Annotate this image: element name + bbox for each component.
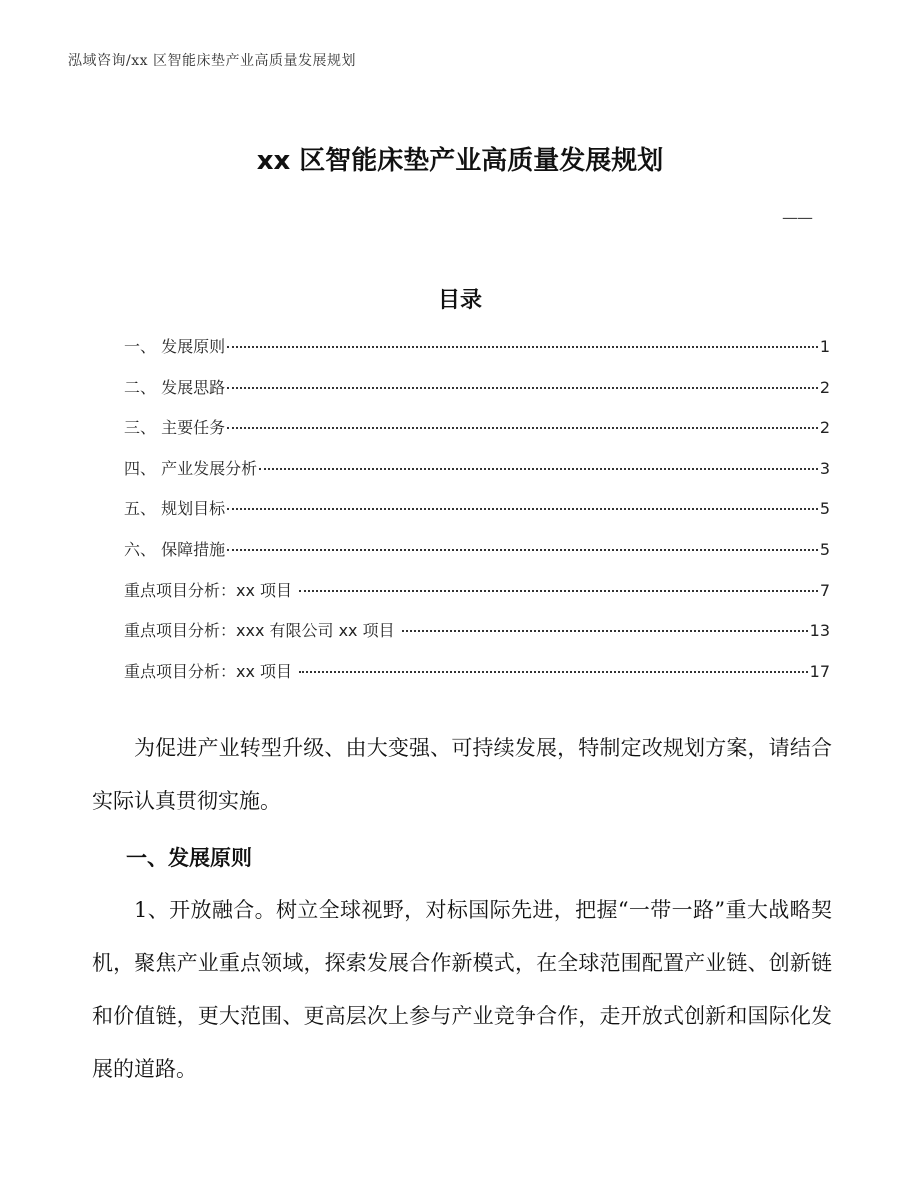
toc-entry-label: 一、 发展原则 <box>124 337 226 356</box>
toc-entry-label: 五、 规划目标 <box>124 499 226 519</box>
toc-entry[interactable] <box>124 375 830 416</box>
toc-entry[interactable] <box>124 578 830 619</box>
toc-dot-leader <box>259 468 818 470</box>
toc-entry[interactable] <box>124 456 830 497</box>
title-dash: —— <box>782 208 812 227</box>
toc-entry-page: 5 <box>819 539 830 559</box>
toc-entry-page: 17 <box>809 661 830 681</box>
toc-entry[interactable] <box>124 659 830 700</box>
table-of-contents <box>124 334 830 699</box>
principle-paragraph: 1、开放融合。树立全球视野，对标国际先进，把握“一带一路”重大战略契机，聚焦产业重点领域，探索发展合作新模式，在全球范围配置产业链、创新链和价值链，更大范围、更高层次上参与产业竞争合作，走开放式创新和国际化发展的道路。 <box>92 898 832 1081</box>
toc-entry[interactable] <box>124 496 830 537</box>
toc-dot-leader <box>227 346 818 348</box>
toc-entry-label: 四、 产业发展分析 <box>124 458 258 478</box>
toc-dot-leader <box>299 671 808 673</box>
toc-title: 目录 <box>437 288 482 313</box>
toc-entry[interactable] <box>124 537 830 578</box>
toc-entry-label: 三、 主要任务 <box>124 418 226 438</box>
toc-dot-leader <box>227 427 818 429</box>
toc-entry[interactable] <box>124 415 830 456</box>
toc-entry-page: 5 <box>819 499 830 519</box>
toc-entry-page: 1 <box>819 337 830 356</box>
toc-entry[interactable] <box>124 618 830 659</box>
toc-entry-page: 13 <box>809 621 830 641</box>
toc-entry-label: 重点项目分析：xx 项目 <box>124 661 298 681</box>
toc-entry-label: 二、 发展思路 <box>124 377 226 397</box>
toc-dot-leader <box>402 630 808 632</box>
toc-dot-leader <box>227 508 818 510</box>
toc-dot-leader <box>299 590 818 592</box>
document-title: xx 区智能床垫产业高质量发展规划 <box>256 146 664 176</box>
toc-entry-page: 2 <box>819 418 830 438</box>
toc-entry[interactable] <box>124 334 830 375</box>
toc-entry-label: 重点项目分析：xxx 有限公司 xx 项目 <box>124 621 400 641</box>
toc-entry-page: 3 <box>819 458 830 478</box>
toc-entry-page: 7 <box>819 580 830 600</box>
toc-entry-label: 重点项目分析：xx 项目 <box>124 580 298 600</box>
toc-entry-page: 2 <box>819 377 830 397</box>
intro-paragraph: 为促进产业转型升级、由大变强、可持续发展，特制定改规划方案，请结合实际认真贯彻实施。 <box>92 736 832 813</box>
section-heading: 一、发展原则 <box>126 846 252 870</box>
running-header: 泓域咨询/xx 区智能床垫产业高质量发展规划 <box>68 53 356 69</box>
toc-dot-leader <box>227 549 818 551</box>
toc-entry-label: 六、 保障措施 <box>124 539 226 559</box>
toc-dot-leader <box>227 387 818 389</box>
